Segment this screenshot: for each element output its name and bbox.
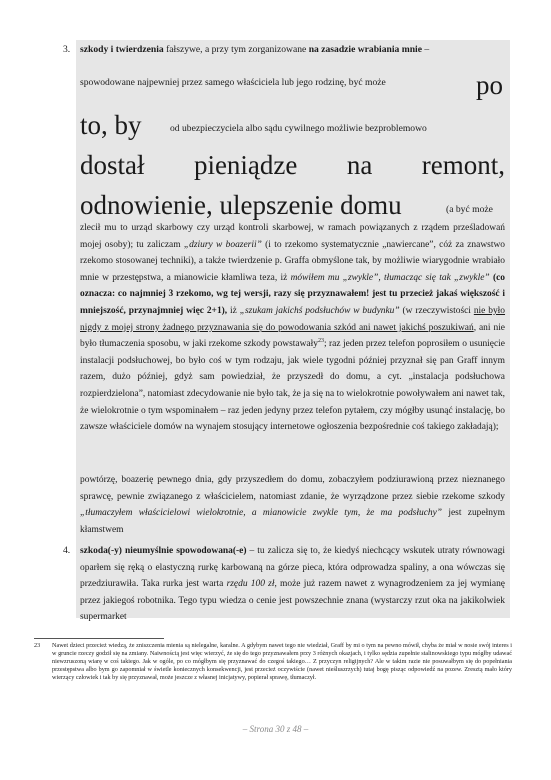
footnote-separator	[34, 638, 164, 639]
item3-large-text-line5: odnowienie, ulepszenie domu	[80, 190, 402, 220]
item3-second-paragraph: powtórzę, boazerię pewnego dnia, gdy przyszedłem do domu, zobaczyłem podziurawioną przez nieznanego sprawcę, pewnie związanego z właścicielem, natomiast zdanie, że wyrządzone przez siebie rzekome szkody „tłumaczyłem właścicielowi wielokrotnie, a mianowicie zwykle tym, że ma podsłuchy” jest zupełnym kłamstwem	[80, 475, 505, 535]
item4-bold-heading: szkoda(-y) nieumyślnie spowodowana(-e)	[80, 546, 247, 556]
item3-large-text-po: po	[476, 70, 503, 100]
item3-line3: od ubezpieczyciela albo sądu cywilnego możliwie bezproblemowo	[170, 123, 427, 134]
footnote-reference[interactable]: 23	[317, 338, 324, 345]
item3-large-text-line4: dostał pieniądze na remont,	[80, 150, 505, 180]
item3-body-paragraph: zlecił mu to urząd skarbowy czy urząd kontroli skarbowej, w ramach powiązanych z rządem prześladowań mojej osoby); tu zaliczam „dziury w boazerii” (i to rzekomo systematycznie „nawiercane”, cóż za znawstwo rzekomo stosowanej techniki), a także twierdzenie p. Graffa obmyślone tak, by możliwie wiarygodnie wrabiało mnie w przestępstwa, a mianowicie kłamliwa teza, iż mówiłem mu „zwykle”, tłumacząc się tak „zwykle” (co oznacza: co najmniej 3 rzekomo, wg tej wersji, razy się przyznawałem! jest tu przecież jakaś większość i mniejszość, przynajmniej więc 2+1), iż „szukam jakichś podsłuchów w budynku” (w rzeczywistości nie było nigdy z mojej strony żadnego przyznawania się do powodowania szkód ani nawet jakichś poszukiwań, ani nie było tłumaczenia sposobu, w jaki rzekome szkody powstawały$^{23}$; raz jeden przez telefon poprosiłem o usunięcie instalacji podsłuchowej, bo było coś w tym rodzaju, jak wiele tygodni później przyznał się pan Graff innym razem, dużo później, gdyż sam powiedział, że przyszedł do domu, a cyt. „instalacja podsłuchowa rozpierdzielona”, natomiast zdecydowanie nie było tak, że ja się na to wielokrotnie powoływałem ani nawet tak, że wielokrotnie o tym wspominałem – raz jeden jedyny przez telefon pytałem, czy mógłby usunąć instalację, bo zawsze właściciele domów na wynajem stosujący internetowe ogłoszenia bezpośrednie coś takiego zakładają);	[80, 223, 506, 433]
footnote-number: 23	[34, 642, 41, 649]
list-number-3: 3.	[63, 44, 71, 55]
item3-bold-framing: na zasadzie wrabiania mnie	[308, 44, 422, 55]
item3-large-text-to-by: to, by	[80, 110, 142, 140]
item3-line1: szkody i twierdzenia fałszywe, a przy tym zorganizowane na zasadzie wrabiania mnie –	[80, 44, 430, 55]
page-number: – Strona 30 z 48 –	[242, 724, 309, 734]
underlined-statement: nie było nigdy z mojej strony żadnego przyznawania się do powodowania szkód ani nawet jakichś poszukiwań	[80, 305, 506, 333]
item3-line5-small: (a być może	[446, 204, 493, 215]
item3-bold-claim: szkody i twierdzenia	[80, 44, 164, 55]
footnote-text: Nawet dzieci przecież wiedzą, że zniszczenia mienia są nielegalne, karalne. A gdybym nawet tego nie wiedział, Graff by mi o tym na pewno mówił, chyba że miał w nosie swój interes i w gruncie rzeczy godził się na zmiany. Naiwnością jest więc wierzyć, że się do tego przyznawałem przy 3 różnych okazjach, i tylko sędzia zupełnie stalinowskiego typu mógłby udawać niewzruszoną wiarę w coś takiego. Jak w ogóle, po co mógłbym się przyznawać do czegoś takiego… Z przyczyn religijnych? Ale w takim razie nie posuwałbym się do popełniania przestępstwa albo bym go zapomniał w świetle koniecznych konsekwencji, jest przecież oczywiście (nawet nieśluszrzych) tutaj bogę pisząc odpowiedź na pozew. Zresztą mało który wierzący człowiek i tak by się przyznawał, może jeszcze z własnej inicjatywy, popierał sprawę, tłumaczył.	[52, 642, 512, 681]
list-number-4: 4.	[63, 545, 71, 556]
item4-paragraph: szkoda(-y) nieumyślnie spowodowana(-e) – tu zalicza się to, że kiedyś niechcący wskutek utraty równowagi oparłem się ręką o elastyczną rurkę karbowaną na górze pieca, która odprowadza spaliny, a ona wówczas się przedziurawiła. Taka rurka jest warta rzędu 100 zł, może już razem nawet z wynagrodzeniem za jej wymianę przez jakiegoś robotnika. Tego typu wiedza o cenie jest powszechnie znana (wystarczy rzut oka na jakikolwiek supermarket	[80, 546, 505, 623]
